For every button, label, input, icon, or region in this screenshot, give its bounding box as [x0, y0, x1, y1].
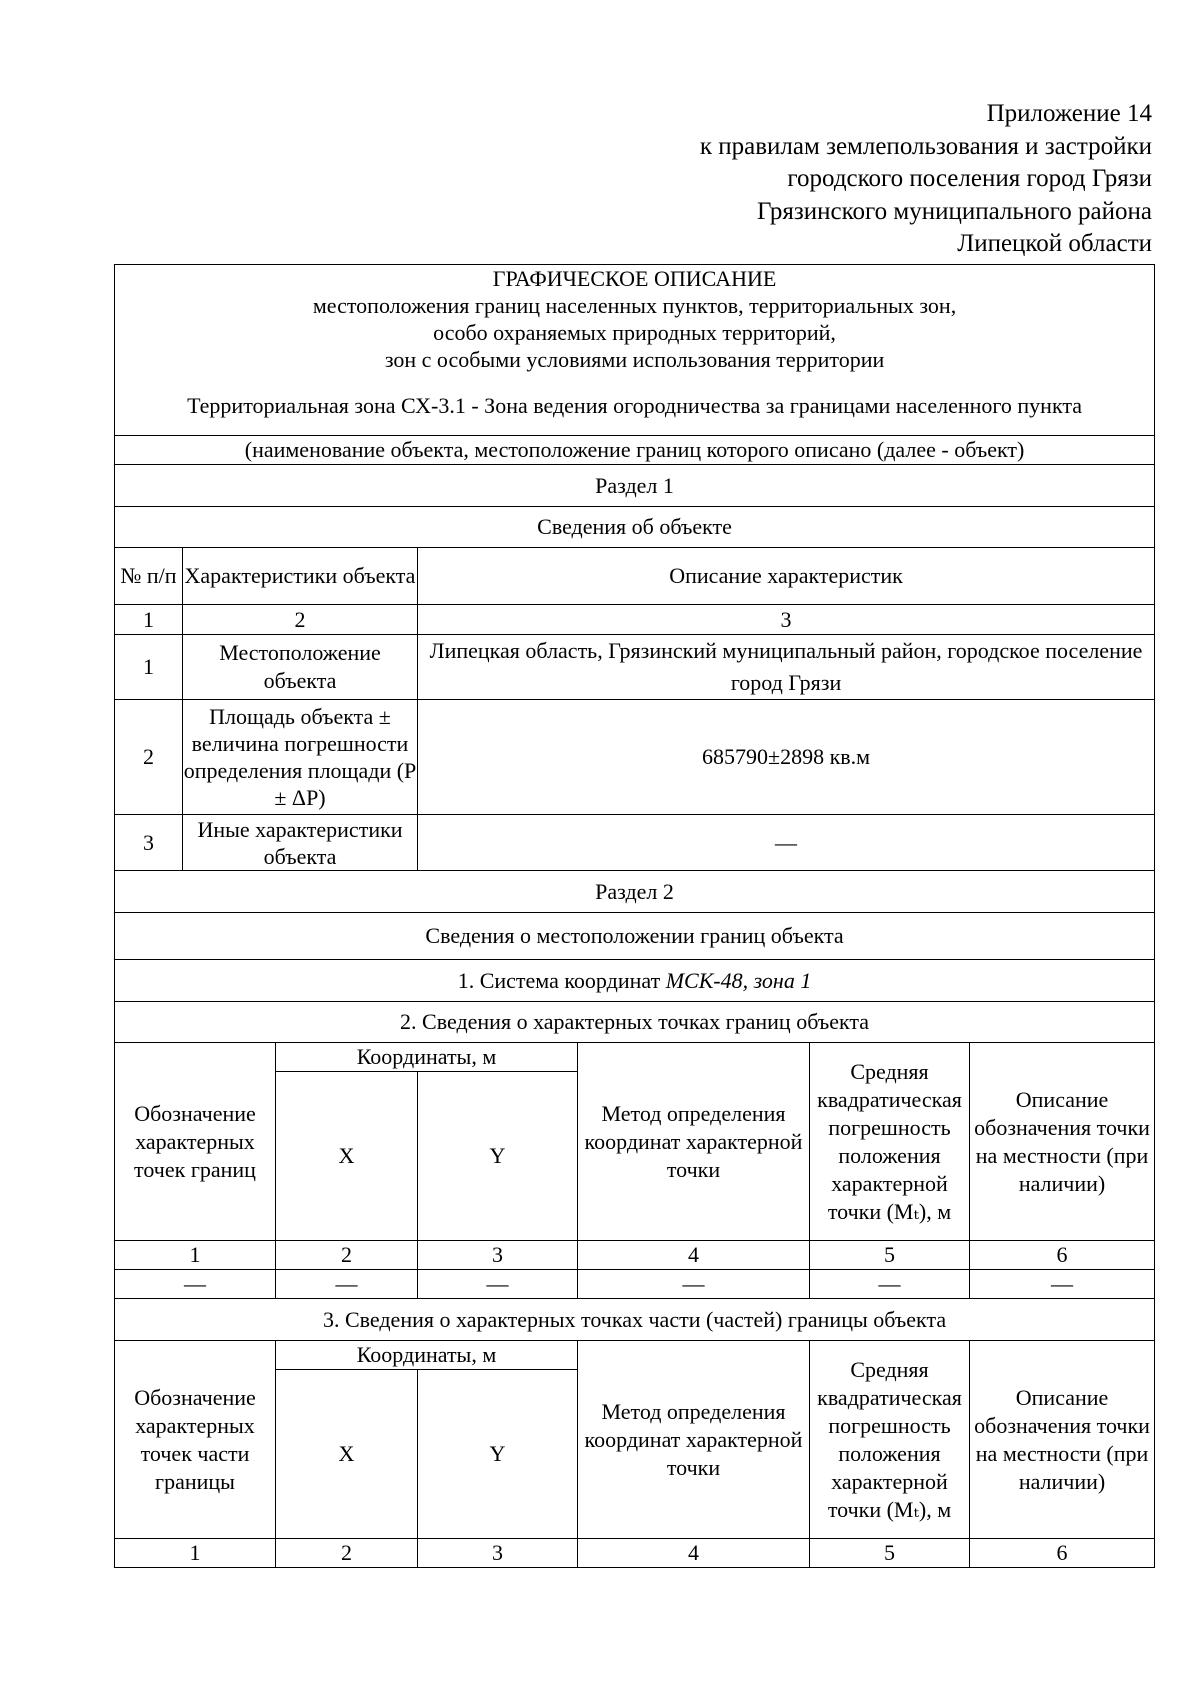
header-method: Метод определения координат характерной точки — [578, 1341, 810, 1539]
header-coords: Координаты, м — [276, 1043, 578, 1072]
coordinate-system-label: 1. Система координат — [457, 967, 666, 993]
row-name: Площадь объекта ± величина погрешности определения площади (Р ± ΔР) — [183, 700, 418, 815]
section1-title: Раздел 1 — [115, 465, 1155, 507]
row-name: Местоположение объекта — [183, 635, 418, 700]
col-number: 2 — [276, 1241, 418, 1270]
header-characteristics: Характеристики объекта — [183, 548, 418, 605]
title-heading: ГРАФИЧЕСКОЕ ОПИСАНИЕ — [492, 266, 777, 291]
col-number: 6 — [970, 1539, 1155, 1568]
col-number: 6 — [970, 1241, 1155, 1270]
row-number: 2 — [115, 700, 183, 815]
empty-cell: — — [810, 1270, 970, 1299]
appendix-line: к правилам землепользования и застройки — [699, 132, 1152, 160]
title-line: особо охраняемых природных территорий, — [433, 320, 836, 345]
header-designation: Обозначение характерных точек границ — [115, 1043, 276, 1241]
section2-subtitle: Сведения о местоположении границ объекта — [115, 913, 1155, 960]
col-number: 1 — [115, 1241, 276, 1270]
header-coords: Координаты, м — [276, 1341, 578, 1370]
appendix-line: городского поселения город Грязи — [787, 165, 1152, 192]
title-line: местоположения границ населенных пунктов, территориальных зон, — [312, 293, 957, 318]
col-number: 3 — [418, 1539, 578, 1568]
section1-subtitle: Сведения об объекте — [115, 507, 1155, 548]
row-number: 3 — [115, 815, 183, 871]
parts-title: 3. Сведения о характерных точках части (частей) границы объекта — [115, 1299, 1155, 1341]
col-number: 2 — [183, 605, 418, 635]
section2-title: Раздел 2 — [115, 871, 1155, 913]
empty-cell: — — [115, 1270, 276, 1299]
description-table — [114, 264, 1155, 1568]
appendix-header — [700, 98, 1152, 261]
points-title: 2. Сведения о характерных точках границ объекта — [115, 1002, 1155, 1043]
row-value: — — [418, 815, 1155, 871]
coordinate-system — [115, 960, 1155, 1002]
col-number: 3 — [418, 1241, 578, 1270]
col-number: 5 — [810, 1241, 970, 1270]
header-method: Метод определения координат характерной точки — [578, 1043, 810, 1241]
header-x: X — [276, 1370, 418, 1539]
row-value: 685790±2898 кв.м — [418, 700, 1155, 815]
coordinate-system-value: МСК-48, зона 1 — [665, 967, 812, 993]
appendix-line: Приложение 14 — [986, 100, 1152, 127]
header-x: X — [276, 1072, 418, 1241]
col-number: 1 — [115, 1539, 276, 1568]
empty-cell: — — [970, 1270, 1155, 1299]
header-error: Средняя квадратическая погрешность положения характерной точки (Mₜ), м — [810, 1341, 970, 1539]
row-number: 1 — [115, 635, 183, 700]
appendix-line: Грязинского муниципального района — [757, 197, 1152, 225]
appendix-line: Липецкой области — [957, 230, 1152, 257]
col-number: 4 — [578, 1241, 810, 1270]
header-y: Y — [418, 1072, 578, 1241]
empty-cell: — — [578, 1270, 810, 1299]
zone-name: Территориальная зона СХ-3.1 - Зона ведения огородничества за границами населенного пункта — [187, 393, 1083, 418]
row-name: Иные характеристики объекта — [183, 815, 418, 871]
empty-cell: — — [276, 1270, 418, 1299]
header-point-description: Описание обозначения точки на местности (при наличии) — [970, 1341, 1155, 1539]
col-number: 5 — [810, 1539, 970, 1568]
title-line: зон с особыми условиями использования территории — [384, 347, 885, 372]
object-note: (наименование объекта, местоположение границ которого описано (далее - объект) — [115, 436, 1155, 465]
header-error: Средняя квадратическая погрешность положения характерной точки (Mₜ), м — [810, 1043, 970, 1241]
header-y: Y — [418, 1370, 578, 1539]
row-value: Липецкая область, Грязинский муниципальный район, городское поселение город Грязи — [418, 635, 1155, 700]
col-number: 4 — [578, 1539, 810, 1568]
header-number: № п/п — [115, 548, 183, 605]
header-point-description: Описание обозначения точки на местности (при наличии) — [970, 1043, 1155, 1241]
header-description: Описание характеристик — [418, 548, 1155, 605]
document-title — [115, 265, 1155, 436]
empty-cell: — — [418, 1270, 578, 1299]
col-number: 1 — [115, 605, 183, 635]
col-number: 3 — [418, 605, 1155, 635]
header-designation-parts: Обозначение характерных точек части границы — [115, 1341, 276, 1539]
col-number: 2 — [276, 1539, 418, 1568]
